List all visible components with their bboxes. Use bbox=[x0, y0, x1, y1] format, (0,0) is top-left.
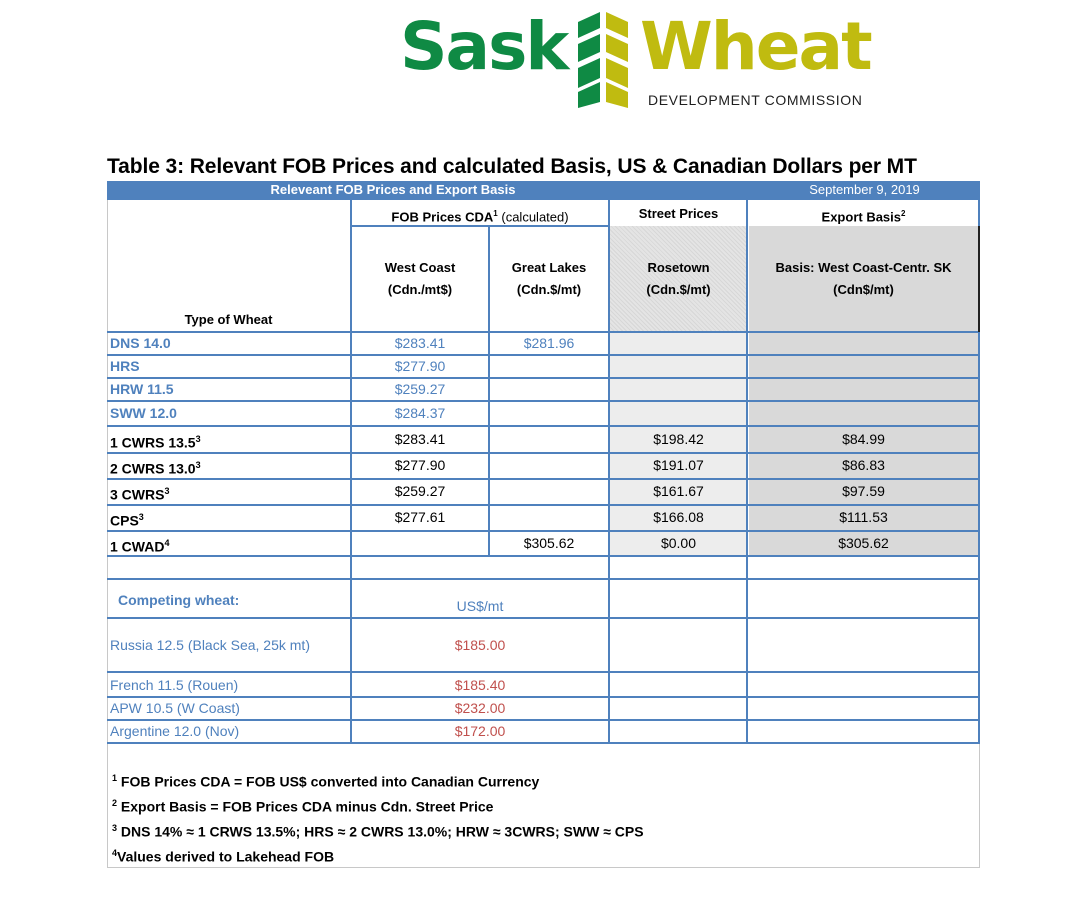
west-coast-value: $284.37 bbox=[394, 405, 446, 421]
footnote: $^1$ FOB Prices CDA = FOB US$ converted into Canadian Currency bbox=[112, 773, 540, 790]
west-coast-value: $277.90 bbox=[394, 457, 446, 473]
row-label: 1 CWRS 13.5$^3$ bbox=[110, 434, 201, 451]
basis-value: $97.59 bbox=[842, 483, 885, 499]
footnote: $^3$ DNS 14% ≈ 1 CRWS 13.5%; HRS ≈ 2 CWRS 13.0%; HRW ≈ 3CWRS; SWW ≈ CPS bbox=[112, 823, 644, 840]
row-label: CPS$^3$ bbox=[110, 512, 144, 529]
street-value: $0.00 bbox=[660, 535, 697, 551]
competing-label: French 11.5 (Rouen) bbox=[110, 677, 239, 693]
row-label: HRW 11.5 bbox=[110, 381, 174, 397]
street-value: $198.42 bbox=[653, 431, 704, 447]
saskwheat-logo bbox=[400, 8, 870, 112]
street-value: $166.08 bbox=[653, 509, 704, 525]
band-date: September 9, 2019 bbox=[809, 182, 920, 197]
competing-price: $185.00 bbox=[454, 637, 506, 653]
competing-unit: US$/mt bbox=[456, 598, 504, 614]
competing-price: $172.00 bbox=[454, 723, 506, 739]
west-coast-value: $277.61 bbox=[394, 509, 446, 525]
basis-value: $305.62 bbox=[838, 535, 889, 551]
great-lakes-value: $305.62 bbox=[523, 535, 575, 551]
basis-empty-shade bbox=[749, 332, 978, 426]
footnote: $^2$ Export Basis = FOB Prices CDA minus Cdn. Street Price bbox=[112, 798, 494, 815]
competing-label: Argentine 12.0 (Nov) bbox=[110, 723, 240, 739]
west-coast-value: $277.90 bbox=[394, 358, 446, 374]
basis-value: $86.83 bbox=[842, 457, 885, 473]
competing-heading: Competing wheat: bbox=[118, 592, 240, 608]
street-empty-shade bbox=[610, 332, 747, 426]
row-label: 2 CWRS 13.0$^3$ bbox=[110, 460, 201, 477]
street-group-header: Street Prices bbox=[638, 206, 719, 221]
logo-tagline: DEVELOPMENT COMMISSION bbox=[648, 92, 863, 108]
footnote: $^4$Values derived to Lakehead FOB bbox=[112, 848, 335, 865]
table-band bbox=[107, 181, 980, 200]
west-coast-value: $259.27 bbox=[394, 483, 446, 499]
row-label: HRS bbox=[110, 358, 140, 374]
wheat-stalk-icon bbox=[570, 8, 636, 108]
type-of-wheat-header: Type of Wheat bbox=[184, 312, 273, 327]
logo-word-sask: Sask bbox=[400, 8, 568, 85]
competing-label: APW 10.5 (W Coast) bbox=[110, 700, 240, 716]
row-label: 3 CWRS$^3$ bbox=[110, 486, 170, 503]
great-lakes-value: $281.96 bbox=[523, 335, 575, 351]
west-coast-header: West Coast (Cdn./mt$) bbox=[384, 260, 456, 297]
west-coast-value: $283.41 bbox=[394, 335, 446, 351]
street-value: $161.67 bbox=[653, 483, 704, 499]
west-coast-value: $259.27 bbox=[394, 381, 446, 397]
band-title: Releveant FOB Prices and Export Basis bbox=[270, 182, 516, 197]
row-label: DNS 14.0 bbox=[110, 335, 171, 351]
basis-group-header: Export Basis$^2$ bbox=[821, 209, 906, 225]
competing-label: Russia 12.5 (Black Sea, 25k mt) bbox=[110, 637, 310, 653]
logo-word-wheat: Wheat bbox=[640, 8, 871, 85]
competing-price: $232.00 bbox=[454, 700, 506, 716]
rosetown-header: Rosetown (Cdn.$/mt) bbox=[646, 260, 711, 297]
table-title: Table 3: Relevant FOB Prices and calculated Basis, US & Canadian Dollars per MT bbox=[107, 155, 917, 178]
west-coast-value: $283.41 bbox=[394, 431, 446, 447]
basis-value: $84.99 bbox=[842, 431, 885, 447]
basis-header: Basis: West Coast-Centr. SK (Cdn$/mt) bbox=[775, 260, 952, 297]
row-label: 1 CWAD$^4$ bbox=[110, 538, 170, 555]
street-value: $191.07 bbox=[653, 457, 704, 473]
fob-group-header: FOB Prices CDA$^1$ (calculated) bbox=[391, 209, 569, 225]
great-lakes-header: Great Lakes (Cdn.$/mt) bbox=[511, 260, 587, 297]
row-label: SWW 12.0 bbox=[110, 405, 177, 421]
competing-price: $185.40 bbox=[454, 677, 506, 693]
basis-value: $111.53 bbox=[839, 509, 888, 525]
